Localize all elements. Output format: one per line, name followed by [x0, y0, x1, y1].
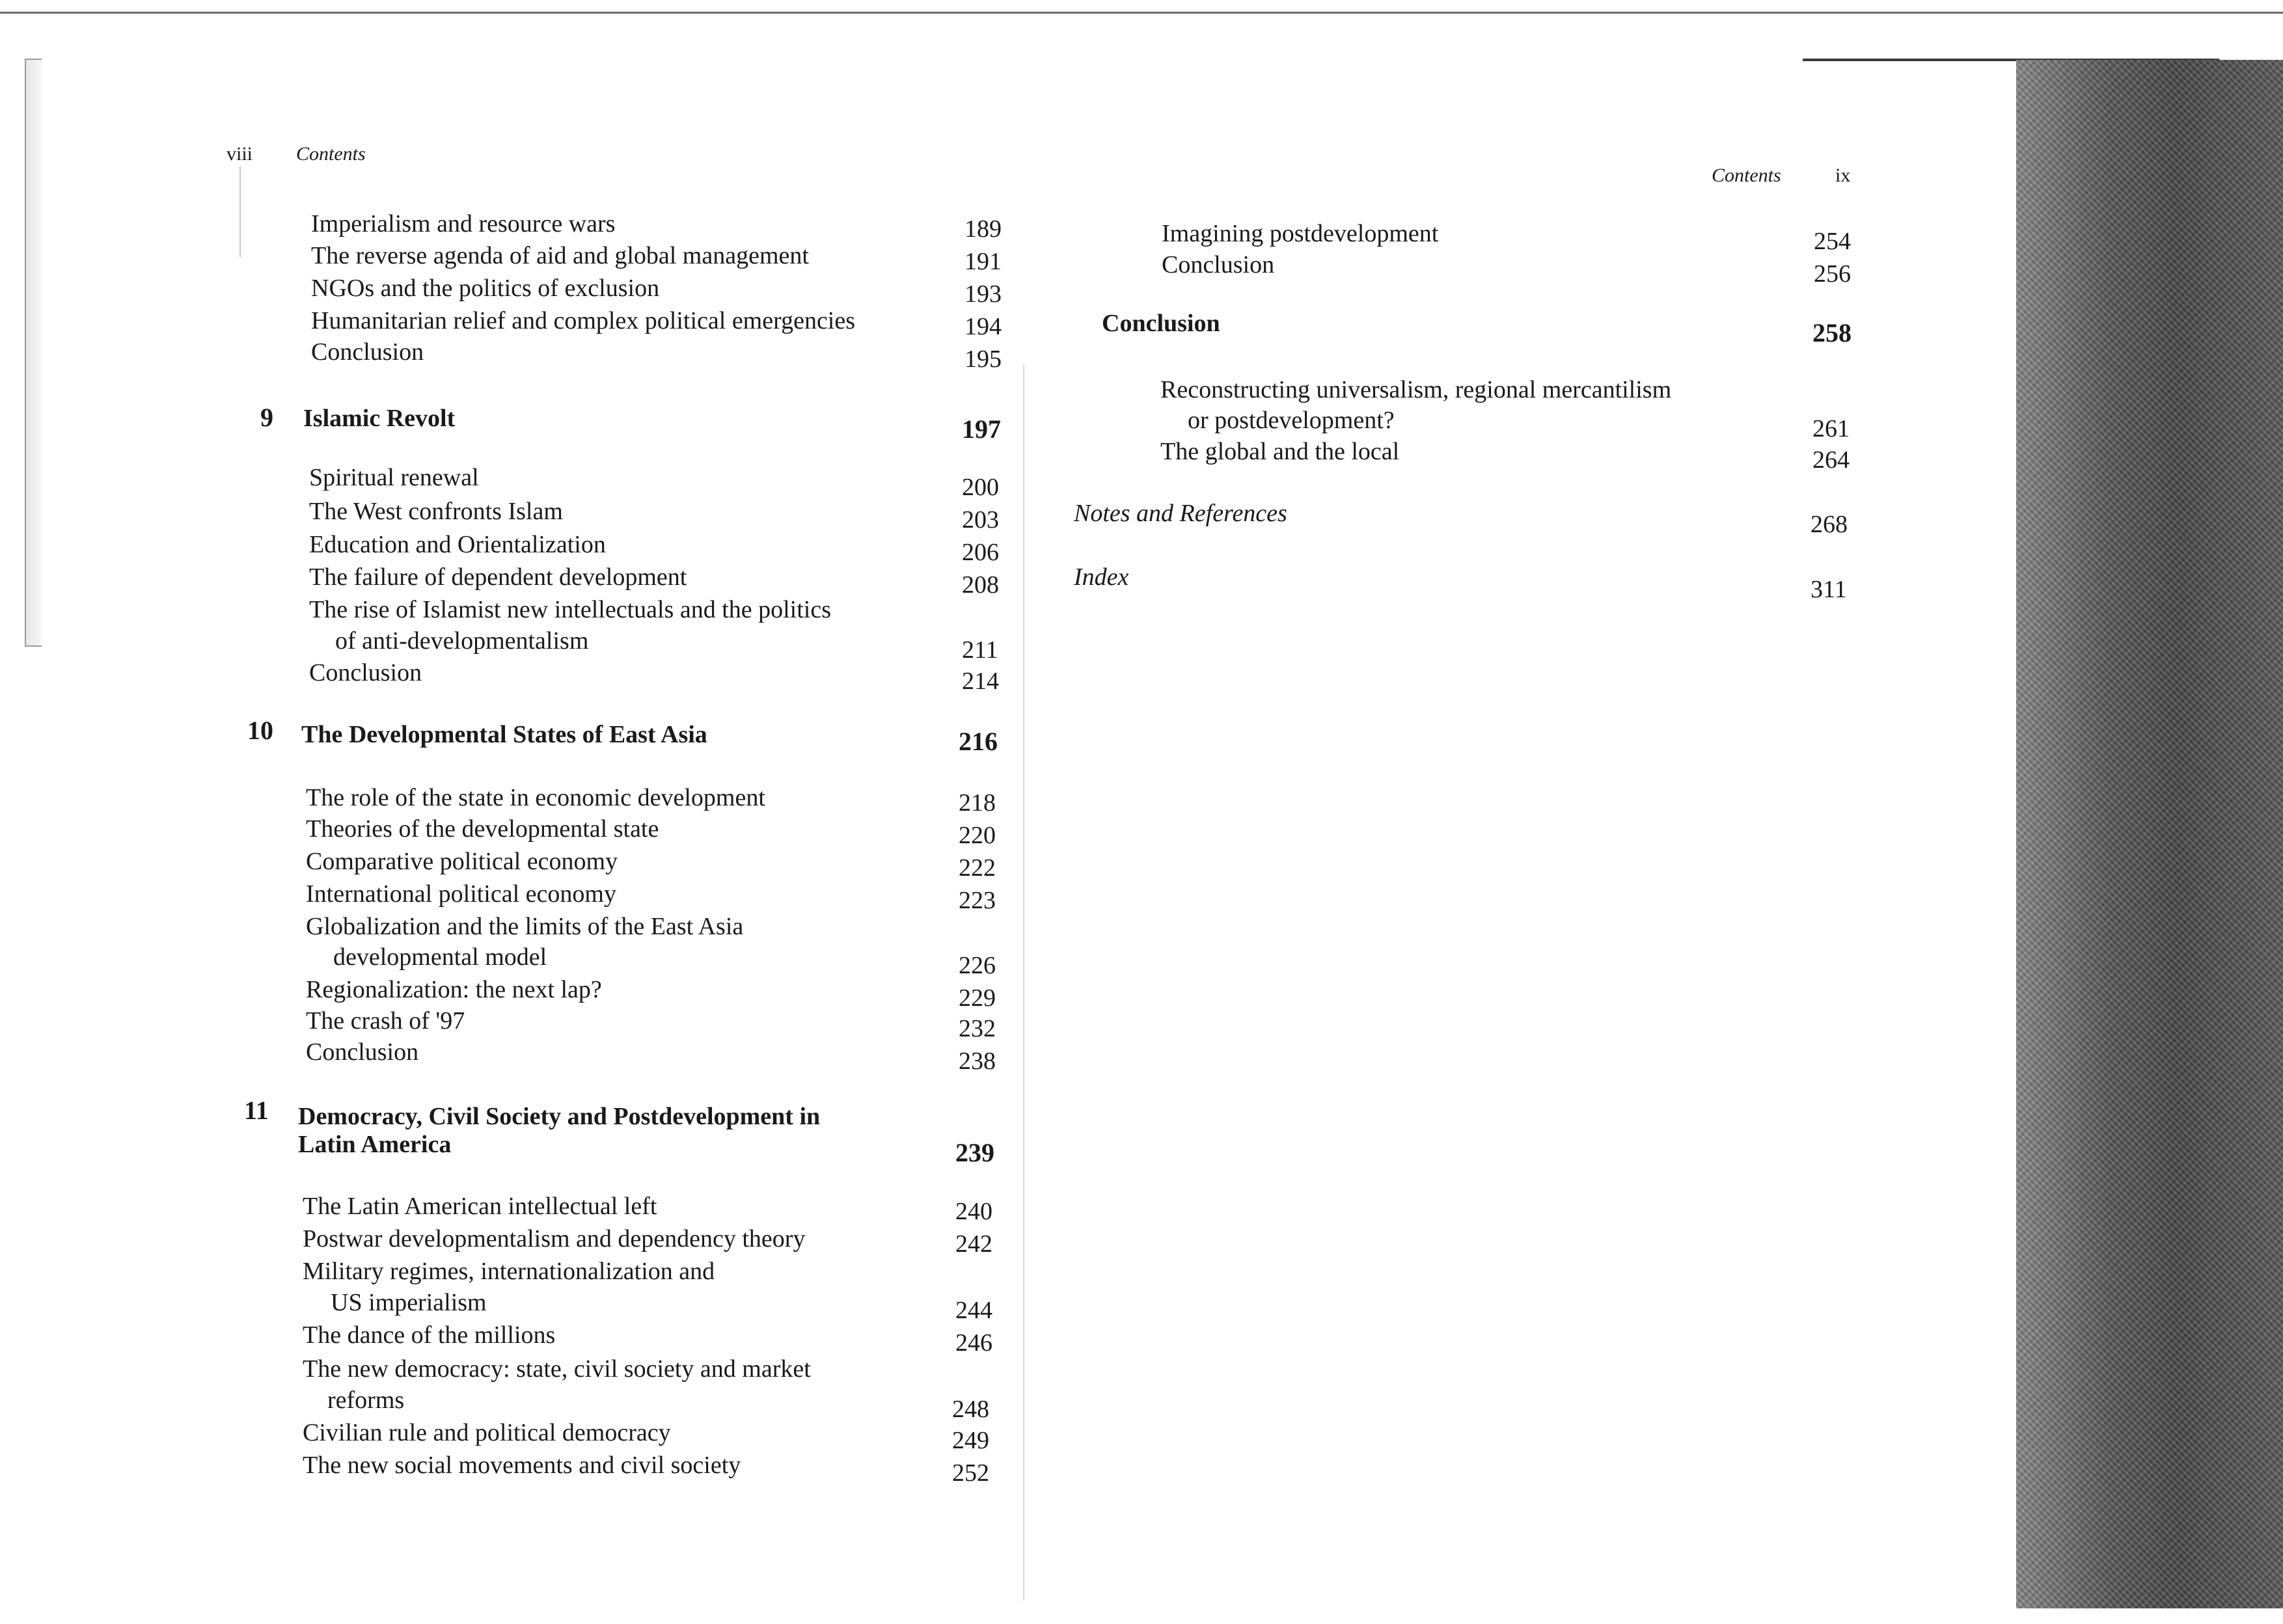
chapter-title: Islamic Revolt	[303, 405, 456, 432]
toc-entry: Conclusion	[1162, 251, 1275, 278]
toc-page: 218	[959, 789, 996, 817]
index-title: Index	[1074, 563, 1129, 591]
toc-page: 193	[964, 280, 1002, 308]
toc-page: 223	[959, 887, 996, 914]
toc-entry: Reconstructing universalism, regional mercantilism	[1160, 376, 1672, 403]
chapter-number: 11	[244, 1096, 269, 1125]
toc-page: 252	[952, 1459, 989, 1487]
left-running-head: Contents	[296, 143, 366, 165]
toc-page: 242	[955, 1230, 992, 1258]
toc-page: 189	[964, 215, 1002, 243]
toc-page: 254	[1814, 228, 1851, 255]
index-page: 311	[1811, 576, 1847, 603]
toc-page: 246	[955, 1329, 992, 1357]
toc-entry: Comparative political economy	[306, 848, 618, 875]
scan-top-edge	[0, 12, 2283, 14]
chapter-title-continued: Latin America	[298, 1131, 452, 1158]
toc-entry: Conclusion	[309, 659, 422, 686]
toc-entry: The new democracy: state, civil society and market	[303, 1355, 811, 1383]
toc-page: 249	[952, 1427, 989, 1454]
toc-entry-continued: of anti-developmentalism	[335, 627, 589, 655]
toc-page: 195	[964, 345, 1002, 373]
toc-entry: Spiritual renewal	[309, 464, 479, 491]
toc-page: 256	[1814, 260, 1851, 288]
toc-entry: The new social movements and civil society	[303, 1452, 741, 1479]
left-folio: viii	[226, 143, 253, 165]
conclusion-title: Conclusion	[1102, 310, 1220, 337]
conclusion-page: 258	[1812, 318, 1852, 347]
toc-entry: Globalization and the limits of the East Asia	[306, 913, 744, 940]
chapter-number: 9	[260, 403, 273, 432]
notes-title: Notes and References	[1074, 500, 1287, 527]
page-gutter	[1023, 364, 1024, 1601]
toc-page: 244	[955, 1297, 992, 1324]
chapter-page: 239	[955, 1138, 994, 1167]
toc-page: 214	[962, 668, 999, 695]
toc-entry: The dance of the millions	[303, 1321, 556, 1349]
toc-page: 238	[959, 1048, 996, 1075]
toc-entry: Imperialism and resource wars	[311, 210, 616, 237]
toc-entry: Conclusion	[311, 338, 424, 366]
toc-entry: NGOs and the politics of exclusion	[311, 275, 660, 302]
toc-page: 194	[964, 313, 1002, 340]
toc-page: 208	[962, 571, 999, 599]
toc-page: 206	[962, 539, 999, 566]
page-edge-left	[25, 59, 42, 647]
toc-entry: Civilian rule and political democracy	[303, 1419, 671, 1446]
toc-entry: The West confronts Islam	[309, 498, 563, 525]
toc-entry: The crash of '97	[306, 1007, 465, 1035]
toc-entry: The global and the local	[1160, 438, 1400, 465]
toc-page: 229	[959, 984, 996, 1012]
toc-entry: Theories of the developmental state	[306, 815, 659, 843]
margin-mark	[239, 166, 241, 257]
chapter-number: 10	[247, 716, 273, 745]
toc-page: 226	[959, 952, 996, 979]
toc-page: 220	[959, 822, 996, 849]
toc-entry: Imagining postdevelopment	[1162, 220, 1439, 247]
toc-entry: Regionalization: the next lap?	[306, 976, 602, 1003]
chapter-title: The Developmental States of East Asia	[301, 721, 707, 748]
toc-entry: The Latin American intellectual left	[303, 1193, 657, 1220]
toc-entry: The role of the state in economic development	[306, 784, 765, 811]
toc-entry: Postwar developmentalism and dependency theory	[303, 1225, 806, 1252]
scan-shadow-edge	[2016, 60, 2283, 1608]
right-folio: ix	[1835, 165, 1851, 186]
toc-page: 248	[952, 1396, 989, 1423]
toc-entry: Humanitarian relief and complex political emergencies	[311, 307, 856, 334]
toc-page: 222	[959, 854, 996, 882]
toc-entry-continued: US imperialism	[331, 1289, 487, 1316]
chapter-title: Democracy, Civil Society and Postdevelopment in	[298, 1103, 821, 1130]
toc-page: 200	[962, 474, 999, 501]
toc-entry: The rise of Islamist new intellectuals and the politics	[309, 596, 832, 623]
toc-page: 240	[955, 1198, 992, 1225]
chapter-page: 197	[962, 414, 1001, 444]
toc-entry: Military regimes, internationalization and	[303, 1258, 715, 1285]
toc-page: 211	[962, 636, 998, 664]
toc-page: 264	[1812, 446, 1850, 474]
toc-page: 191	[964, 248, 1002, 275]
toc-entry: The failure of dependent development	[309, 563, 687, 591]
toc-entry: Education and Orientalization	[309, 531, 606, 558]
toc-entry-continued: developmental model	[333, 943, 547, 971]
toc-page: 232	[959, 1015, 996, 1042]
toc-page: 261	[1812, 415, 1850, 442]
toc-entry: Conclusion	[306, 1038, 419, 1066]
right-running-head: Contents	[1712, 165, 1781, 186]
chapter-page: 216	[959, 727, 998, 756]
toc-entry: International political economy	[306, 880, 616, 908]
toc-page: 203	[962, 506, 999, 534]
toc-entry: The reverse agenda of aid and global management	[311, 242, 809, 269]
toc-entry-continued: or postdevelopment?	[1188, 407, 1395, 434]
toc-entry-continued: reforms	[327, 1387, 405, 1414]
notes-page: 268	[1811, 511, 1848, 538]
